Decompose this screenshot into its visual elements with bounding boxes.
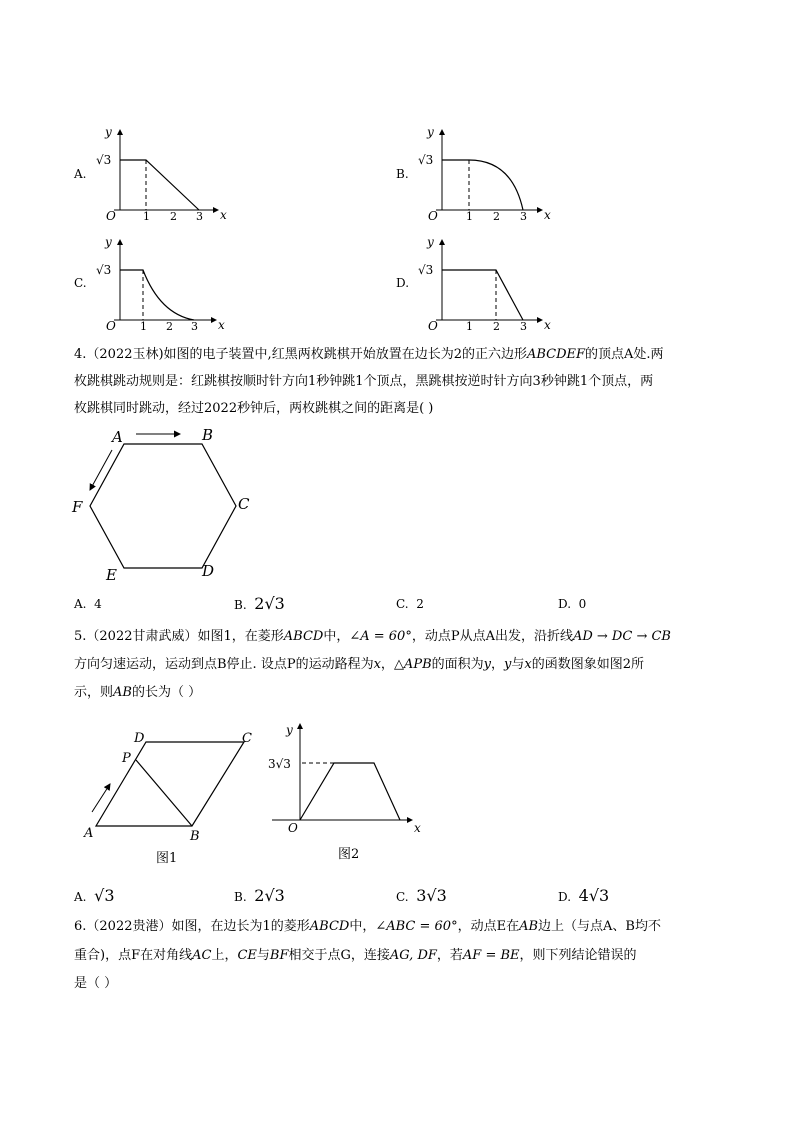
origin-label: O <box>106 319 116 333</box>
tick-2-label: 2 <box>170 210 177 223</box>
q6-line-2: 重合)，点F在对角线AC上，CE与BF相交于点G，连接AG, DF，若AF = BE，则下列结论错误的 <box>74 948 637 963</box>
q5-line-1: 5.（2022甘肃武威）如图1，在菱形ABCD中，∠A = 60°，动点P从点A出发，沿折线AD → DC → CB <box>74 629 671 644</box>
vertex-b-label: B <box>202 426 214 444</box>
q6-line-1: 6.（2022贵港）如图，在边长为1的菱形ABCD中，∠ABC = 60°，动点E在AB边上（与点A、B均不 <box>74 919 661 934</box>
graph-curve <box>300 763 400 820</box>
graph-option-b-letter: B. <box>396 167 409 181</box>
x-axis-label: x <box>414 821 421 835</box>
q5-line-3: 示，则AB的长为（ ） <box>74 685 202 700</box>
y-axis-label: y <box>286 723 293 737</box>
q5-option-d: D. 4√3 <box>558 886 610 905</box>
q4-option-b: B. 2√3 <box>234 594 285 613</box>
q4-line-1: 4.（2022玉林)如图的电子装置中,红黑两枚跳棋开始放置在边长为2的正六边形ABCDEF的顶点A处.两 <box>74 347 664 362</box>
graph-curve <box>442 160 523 210</box>
y-mark-label: √3 <box>418 153 434 167</box>
vertex-c-label: C <box>238 495 250 513</box>
x-axis-label: x <box>218 318 225 332</box>
counterclockwise-arrow <box>90 450 112 490</box>
x-axis-label: x <box>544 318 551 332</box>
rhombus-figure <box>80 722 260 868</box>
q4-option-a: A. 4 <box>74 597 102 611</box>
segment-pb <box>136 760 192 826</box>
y-axis-label: y <box>427 125 434 139</box>
q4-option-c: C. 2 <box>396 597 424 611</box>
vertex-b-label: B <box>190 829 200 844</box>
q6-line-3: 是（ ） <box>74 976 118 991</box>
tick-3-label: 3 <box>520 210 527 223</box>
y-axis-label: y <box>105 235 112 249</box>
tick-2-label: 2 <box>493 320 500 333</box>
graph-option-d <box>412 234 562 334</box>
q4-option-d: D. 0 <box>558 597 587 611</box>
graph-option-a <box>90 124 240 224</box>
y-mark-label: √3 <box>96 153 112 167</box>
tick-3-label: 3 <box>196 210 203 223</box>
x-axis-label: x <box>220 208 227 222</box>
q4-line-2: 枚跳棋跳动规则是：红跳棋按顺时针方向1秒钟跳1个顶点，黑跳棋按逆时针方向3秒钟跳1个顶点，两 <box>74 374 654 389</box>
rhombus-shape <box>96 742 244 826</box>
vertex-a-label: A <box>112 428 123 446</box>
vertex-c-label: C <box>242 731 252 746</box>
tick-1-label: 1 <box>466 210 473 223</box>
vertex-f-label: F <box>72 498 83 516</box>
vertex-a-label: A <box>84 826 94 841</box>
figure-1-caption: 图1 <box>156 851 178 866</box>
tick-2-label: 2 <box>493 210 500 223</box>
function-graph-figure <box>262 716 432 866</box>
y-mark-label: 3√3 <box>268 757 291 771</box>
tick-1-label: 1 <box>140 320 147 333</box>
q5-option-c: C. 3√3 <box>396 886 447 905</box>
q5-line-2: 方向匀速运动，运动到点B停止. 设点P的运动路程为x，△APB的面积为y，y与x的函数图象如图2所 <box>74 657 645 672</box>
tick-3-label: 3 <box>191 320 198 333</box>
origin-label: O <box>428 319 438 333</box>
x-axis-label: x <box>544 208 551 222</box>
tick-2-label: 2 <box>166 320 173 333</box>
graph-option-c-letter: C. <box>74 276 87 290</box>
tick-1-label: 1 <box>466 320 473 333</box>
graph-option-c <box>90 234 240 334</box>
figure-2-caption: 图2 <box>338 847 360 862</box>
q5-option-a: A. √3 <box>74 886 115 905</box>
graph-curve <box>120 270 194 320</box>
vertex-e-label: E <box>106 566 117 584</box>
graph-curve <box>442 270 523 320</box>
point-p-label: P <box>122 751 131 766</box>
y-mark-label: √3 <box>418 263 434 277</box>
graph-option-a-letter: A. <box>74 167 87 181</box>
origin-label: O <box>428 209 438 223</box>
graph-curve <box>120 160 199 210</box>
q5-option-b: B. 2√3 <box>234 886 285 905</box>
vertex-d-label: D <box>202 562 215 580</box>
hexagon-figure <box>66 422 266 592</box>
graph-option-d-letter: D. <box>396 276 410 290</box>
y-mark-label: √3 <box>96 263 112 277</box>
tick-1-label: 1 <box>143 210 150 223</box>
y-axis-label: y <box>427 235 434 249</box>
graph-option-b <box>412 124 562 224</box>
tick-3-label: 3 <box>520 320 527 333</box>
vertex-d-label: D <box>134 731 145 746</box>
y-axis-label: y <box>105 125 112 139</box>
hexagon-shape <box>90 444 236 568</box>
q4-line-3: 枚跳棋同时跳动，经过2022秒钟后，两枚跳棋之间的距离是( ) <box>74 401 434 416</box>
origin-label: O <box>288 821 298 835</box>
origin-label: O <box>106 209 116 223</box>
